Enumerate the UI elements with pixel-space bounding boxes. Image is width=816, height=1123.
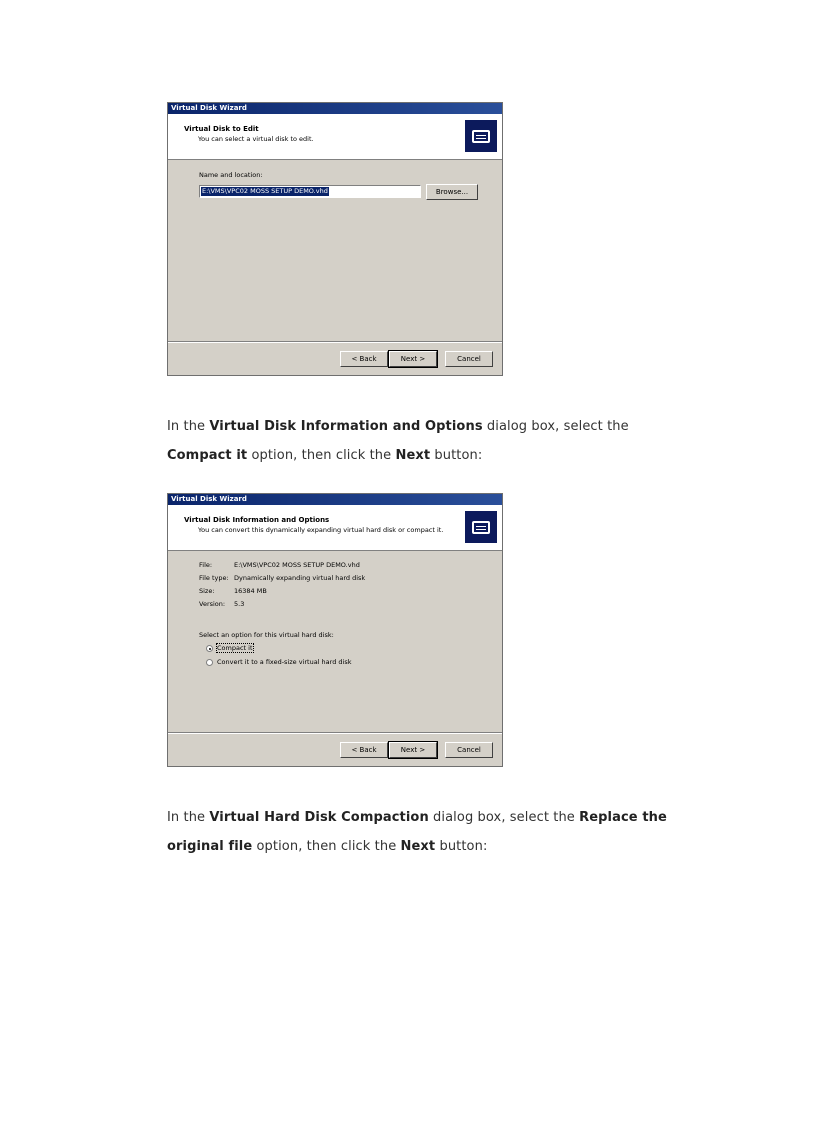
virtual-disk-wizard-window-1 xyxy=(167,102,503,376)
text: button: xyxy=(430,448,483,463)
info-label-size: Size: xyxy=(199,587,215,595)
wizard-header xyxy=(168,114,502,160)
window-title: Virtual Disk Wizard xyxy=(168,103,502,114)
text: dialog box, select the xyxy=(482,419,629,434)
wizard-header xyxy=(168,505,502,551)
info-value-file-type: Dynamically expanding virtual hard disk xyxy=(234,574,366,582)
info-value-size: 16384 MB xyxy=(234,587,267,595)
footer-divider xyxy=(168,341,502,343)
browse-button[interactable]: Browse... xyxy=(426,184,478,200)
instruction-paragraph-1 xyxy=(167,412,687,470)
path-value: E:\VMS\VPC02 MOSS SETUP DEMO.vhd xyxy=(202,187,328,195)
header-title: Virtual Disk to Edit xyxy=(184,125,259,133)
bold-dialog-name: Virtual Hard Disk Compaction xyxy=(209,810,429,825)
bold-button-name: Next xyxy=(400,839,436,854)
window-title: Virtual Disk Wizard xyxy=(168,494,502,505)
cancel-button[interactable]: Cancel xyxy=(445,351,493,367)
cancel-button[interactable]: Cancel xyxy=(445,742,493,758)
path-input[interactable] xyxy=(199,185,421,198)
option-prompt: Select an option for this virtual hard disk: xyxy=(199,631,334,639)
compact-option-label[interactable]: Compact it xyxy=(217,644,253,652)
convert-radio[interactable] xyxy=(206,659,213,666)
text: In the xyxy=(167,810,210,825)
info-label-file: File: xyxy=(199,561,213,569)
bold-option-name: Replace the original file xyxy=(167,810,667,854)
bold-dialog-name: Virtual Disk Information and Options xyxy=(209,419,483,434)
header-subtitle: You can convert this dynamically expanding virtual hard disk or compact it. xyxy=(198,526,444,534)
compact-radio[interactable] xyxy=(206,645,213,652)
next-button[interactable]: Next > xyxy=(389,351,437,367)
text: dialog box, select the xyxy=(428,810,580,825)
info-value-file: E:\VMS\VPC02 MOSS SETUP DEMO.vhd xyxy=(234,561,360,569)
header-title: Virtual Disk Information and Options xyxy=(184,516,330,524)
info-value-version: 5.3 xyxy=(234,600,245,608)
next-button[interactable]: Next > xyxy=(389,742,437,758)
virtual-disk-wizard-window-2 xyxy=(167,493,503,767)
convert-option-label[interactable]: Convert it to a fixed-size virtual hard disk xyxy=(217,658,352,666)
back-button[interactable]: < Back xyxy=(340,351,388,367)
instruction-paragraph-2 xyxy=(167,803,687,861)
text: option, then click the xyxy=(252,839,401,854)
name-location-label: Name and location: xyxy=(199,171,263,179)
info-label-file-type: File type: xyxy=(199,574,229,582)
virtual-disk-icon xyxy=(465,511,497,543)
bold-option-name: Compact it xyxy=(167,448,248,463)
text: button: xyxy=(435,839,488,854)
header-subtitle: You can select a virtual disk to edit. xyxy=(198,135,314,143)
footer-divider xyxy=(168,732,502,734)
text: option, then click the xyxy=(247,448,396,463)
text: In the xyxy=(167,419,210,434)
virtual-disk-icon xyxy=(465,120,497,152)
bold-button-name: Next xyxy=(395,448,431,463)
back-button[interactable]: < Back xyxy=(340,742,388,758)
info-label-version: Version: xyxy=(199,600,226,608)
